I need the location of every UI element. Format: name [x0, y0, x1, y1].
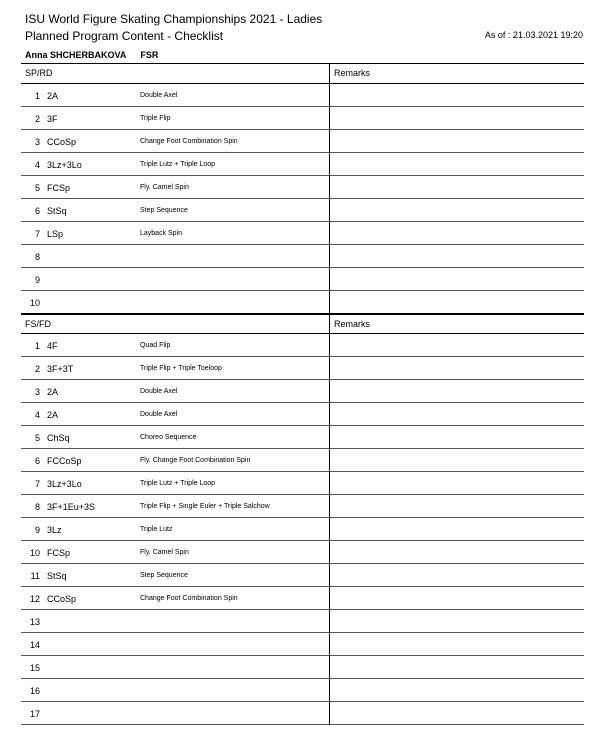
element-code: 2A	[47, 410, 59, 420]
element-number: 5	[34, 433, 40, 443]
short-program-label: SP/RD	[25, 68, 53, 78]
element-code: 3Lz+3Lo	[47, 479, 82, 489]
element-description: Layback Spin	[140, 230, 183, 237]
element-code: FCSp	[47, 548, 71, 558]
element-description: Triple Lutz + Triple Loop	[140, 480, 216, 487]
element-row	[21, 518, 584, 541]
element-row	[21, 357, 584, 380]
element-description: Fly. Camel Spin	[140, 549, 189, 556]
element-row	[21, 107, 584, 130]
element-number: 11	[30, 571, 40, 581]
column-divider	[329, 313, 330, 725]
element-code: StSq	[47, 206, 67, 216]
element-description: Change Foot Combination Spin	[140, 138, 238, 145]
element-code: StSq	[47, 571, 67, 581]
element-row	[21, 633, 584, 656]
short-program-section	[21, 63, 584, 314]
element-number: 3	[34, 387, 40, 397]
element-row	[21, 380, 584, 403]
element-code: 4F	[47, 341, 58, 351]
element-number: 10	[29, 298, 40, 308]
element-number: 14	[29, 640, 40, 650]
element-row	[21, 587, 584, 610]
element-code: LSp	[47, 229, 64, 239]
element-number: 2	[34, 364, 40, 374]
element-row	[21, 564, 584, 587]
element-code: 3F+3T	[47, 364, 74, 374]
skater-info	[25, 50, 158, 60]
element-row	[21, 176, 584, 199]
element-code: 3Lz	[47, 525, 62, 535]
element-row	[21, 84, 584, 107]
element-code: 2A	[47, 387, 59, 397]
element-row	[21, 656, 584, 679]
skater-name: Anna SHCHERBAKOVA	[25, 50, 127, 60]
element-description: Fly. Change Foot Combination Spin	[140, 457, 251, 464]
element-description: Triple Flip + Triple Toeloop	[140, 365, 222, 372]
free-skating-section	[21, 313, 584, 725]
element-description: Double Axel	[140, 388, 178, 395]
element-description: Fly. Camel Spin	[140, 184, 189, 191]
element-description: Change Foot Combination Spin	[140, 595, 238, 602]
element-description: Double Axel	[140, 411, 178, 418]
element-description: Choreo Sequence	[140, 434, 197, 441]
element-code: CCoSp	[47, 594, 77, 604]
element-number: 2	[34, 114, 40, 124]
element-row	[21, 403, 584, 426]
element-description: Triple Lutz + Triple Loop	[140, 161, 216, 168]
element-row	[21, 130, 584, 153]
free-skating-rows	[21, 334, 584, 725]
element-description: Triple Flip	[140, 115, 171, 122]
element-row	[21, 610, 584, 633]
element-number: 16	[29, 686, 40, 696]
element-number: 13	[29, 617, 40, 627]
element-number: 8	[34, 252, 40, 262]
element-row	[21, 334, 584, 357]
element-number: 17	[29, 709, 40, 719]
free-skating-label: FS/FD	[25, 319, 51, 329]
short-program-header	[21, 63, 584, 84]
as-of-timestamp: As of : 21.03.2021 19:20	[484, 30, 583, 40]
element-number: 6	[34, 456, 40, 466]
element-row	[21, 679, 584, 702]
element-number: 4	[34, 160, 40, 170]
free-skating-header	[21, 313, 584, 334]
element-description: Quad Flip	[140, 342, 171, 349]
element-code: 3Lz+3Lo	[47, 160, 82, 170]
element-code: FCCoSp	[47, 456, 82, 466]
element-number: 4	[34, 410, 40, 420]
element-row	[21, 291, 584, 314]
element-number: 3	[34, 137, 40, 147]
column-divider	[329, 63, 330, 314]
element-row	[21, 268, 584, 291]
element-code: FCSp	[47, 183, 71, 193]
element-number: 6	[34, 206, 40, 216]
element-description: Step Sequence	[140, 207, 188, 214]
element-row	[21, 199, 584, 222]
element-number: 8	[34, 502, 40, 512]
element-number: 9	[34, 275, 40, 285]
element-number: 12	[29, 594, 40, 604]
element-description: Triple Lutz	[140, 526, 173, 533]
element-number: 7	[34, 479, 40, 489]
element-row	[21, 449, 584, 472]
element-code: 3F	[47, 114, 58, 124]
element-description: Triple Flip + Single Euler + Triple Salchow	[140, 503, 270, 510]
element-number: 7	[34, 229, 40, 239]
element-description: Double Axel	[140, 92, 178, 99]
element-number: 10	[29, 548, 40, 558]
element-number: 5	[34, 183, 40, 193]
element-number: 1	[34, 341, 40, 351]
element-row	[21, 495, 584, 518]
element-row	[21, 702, 584, 725]
document-subtitle: Planned Program Content - Checklist	[25, 29, 224, 43]
element-number: 1	[34, 91, 40, 101]
document-title: ISU World Figure Skating Championships 2021 - Ladies	[25, 12, 323, 26]
element-code: 2A	[47, 91, 59, 101]
element-row	[21, 153, 584, 176]
skater-nation: FSR	[140, 50, 159, 60]
element-code: ChSq	[47, 433, 70, 443]
element-code: CCoSp	[47, 137, 77, 147]
element-number: 9	[34, 525, 40, 535]
short-program-remarks-header: Remarks	[334, 68, 371, 78]
element-description: Step Sequence	[140, 572, 188, 579]
element-row	[21, 245, 584, 268]
free-skating-remarks-header: Remarks	[334, 319, 371, 329]
element-code: 3F+1Eu+3S	[47, 502, 96, 512]
element-row	[21, 541, 584, 564]
short-program-rows	[21, 84, 584, 314]
element-row	[21, 222, 584, 245]
element-number: 15	[29, 663, 40, 673]
element-row	[21, 426, 584, 449]
element-row	[21, 472, 584, 495]
